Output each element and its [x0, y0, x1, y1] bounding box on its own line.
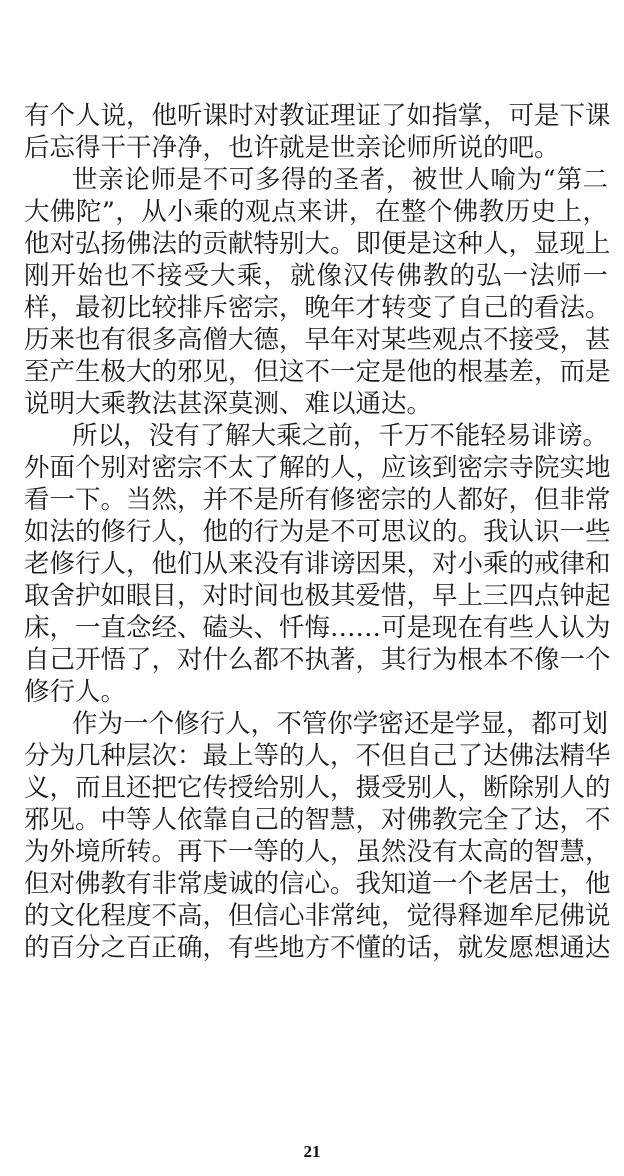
text-line: 取舍护如眼目，对时间也极其爱惜，早上三四点钟起	[24, 581, 611, 611]
text-line: 义，而且还把它传授给别人，摄受别人，断除别人的	[24, 773, 611, 803]
text-line: 样，最初比较排斥密宗，晚年才转变了自己的看法。	[24, 293, 611, 323]
text-line: 如法的修行人，他的行为是不可思议的。我认识一些	[24, 517, 611, 547]
text-line: 说明大乘教法甚深莫测、难以通达。	[24, 389, 433, 419]
text-line: 他对弘扬佛法的贡献特别大。即便是这种人，显现上	[24, 229, 611, 259]
text-line: 自己开悟了，对什么都不执著，其行为根本不像一个	[24, 645, 611, 675]
paragraph	[24, 100, 611, 164]
text-line: 后忘得干干净净，也许就是世亲论师所说的吧。	[24, 133, 560, 163]
text-line: 所以，没有了解大乘之前，千万不能轻易诽谤。	[72, 421, 608, 451]
text-line: 至产生极大的邪见，但这不一定是他的根基差，而是	[24, 357, 611, 387]
text-line: 的百分之百正确，有些地方不懂的话，就发愿想通达	[24, 933, 611, 963]
text-line: 床，一直念经、磕头、忏悔……可是现在有些人认为	[24, 613, 611, 643]
text-line: 分为几种层次：最上等的人，不但自己了达佛法精华	[24, 741, 611, 771]
text-line: 但对佛教有非常虔诚的信心。我知道一个老居士，他	[24, 869, 611, 899]
text-line: 看一下。当然，并不是所有修密宗的人都好，但非常	[24, 485, 611, 515]
text-line: 有个人说，他听课时对教证理证了如指掌，可是下课	[24, 101, 611, 131]
paragraph	[24, 164, 611, 420]
text-line: 邪见。中等人依靠自己的智慧，对佛教完全了达，不	[24, 805, 611, 835]
page-number: 21	[303, 1142, 321, 1161]
paragraph	[24, 708, 611, 964]
page-body	[24, 100, 611, 964]
text-line: 为外境所转。再下一等的人，虽然没有太高的智慧，	[24, 837, 611, 867]
text-line: 历来也有很多高僧大德，早年对某些观点不接受，甚	[24, 325, 611, 355]
paragraph	[24, 420, 611, 708]
text-line: 世亲论师是不可多得的圣者，被世人喻为“第二	[72, 165, 608, 195]
text-line: 刚开始也不接受大乘，就像汉传佛教的弘一法师一	[24, 261, 608, 291]
text-line: 作为一个修行人，不管你学密还是学显，都可划	[72, 709, 608, 739]
text-line: 外面个别对密宗不太了解的人，应该到密宗寺院实地	[24, 453, 611, 483]
text-line: 老修行人，他们从来没有诽谤因果，对小乘的戒律和	[24, 549, 611, 579]
text-line: 修行人。	[24, 677, 127, 707]
text-line: 大佛陀”，从小乘的观点来讲，在整个佛教历史上，	[24, 197, 608, 227]
text-line: 的文化程度不高，但信心非常纯，觉得释迦牟尼佛说	[24, 901, 611, 931]
